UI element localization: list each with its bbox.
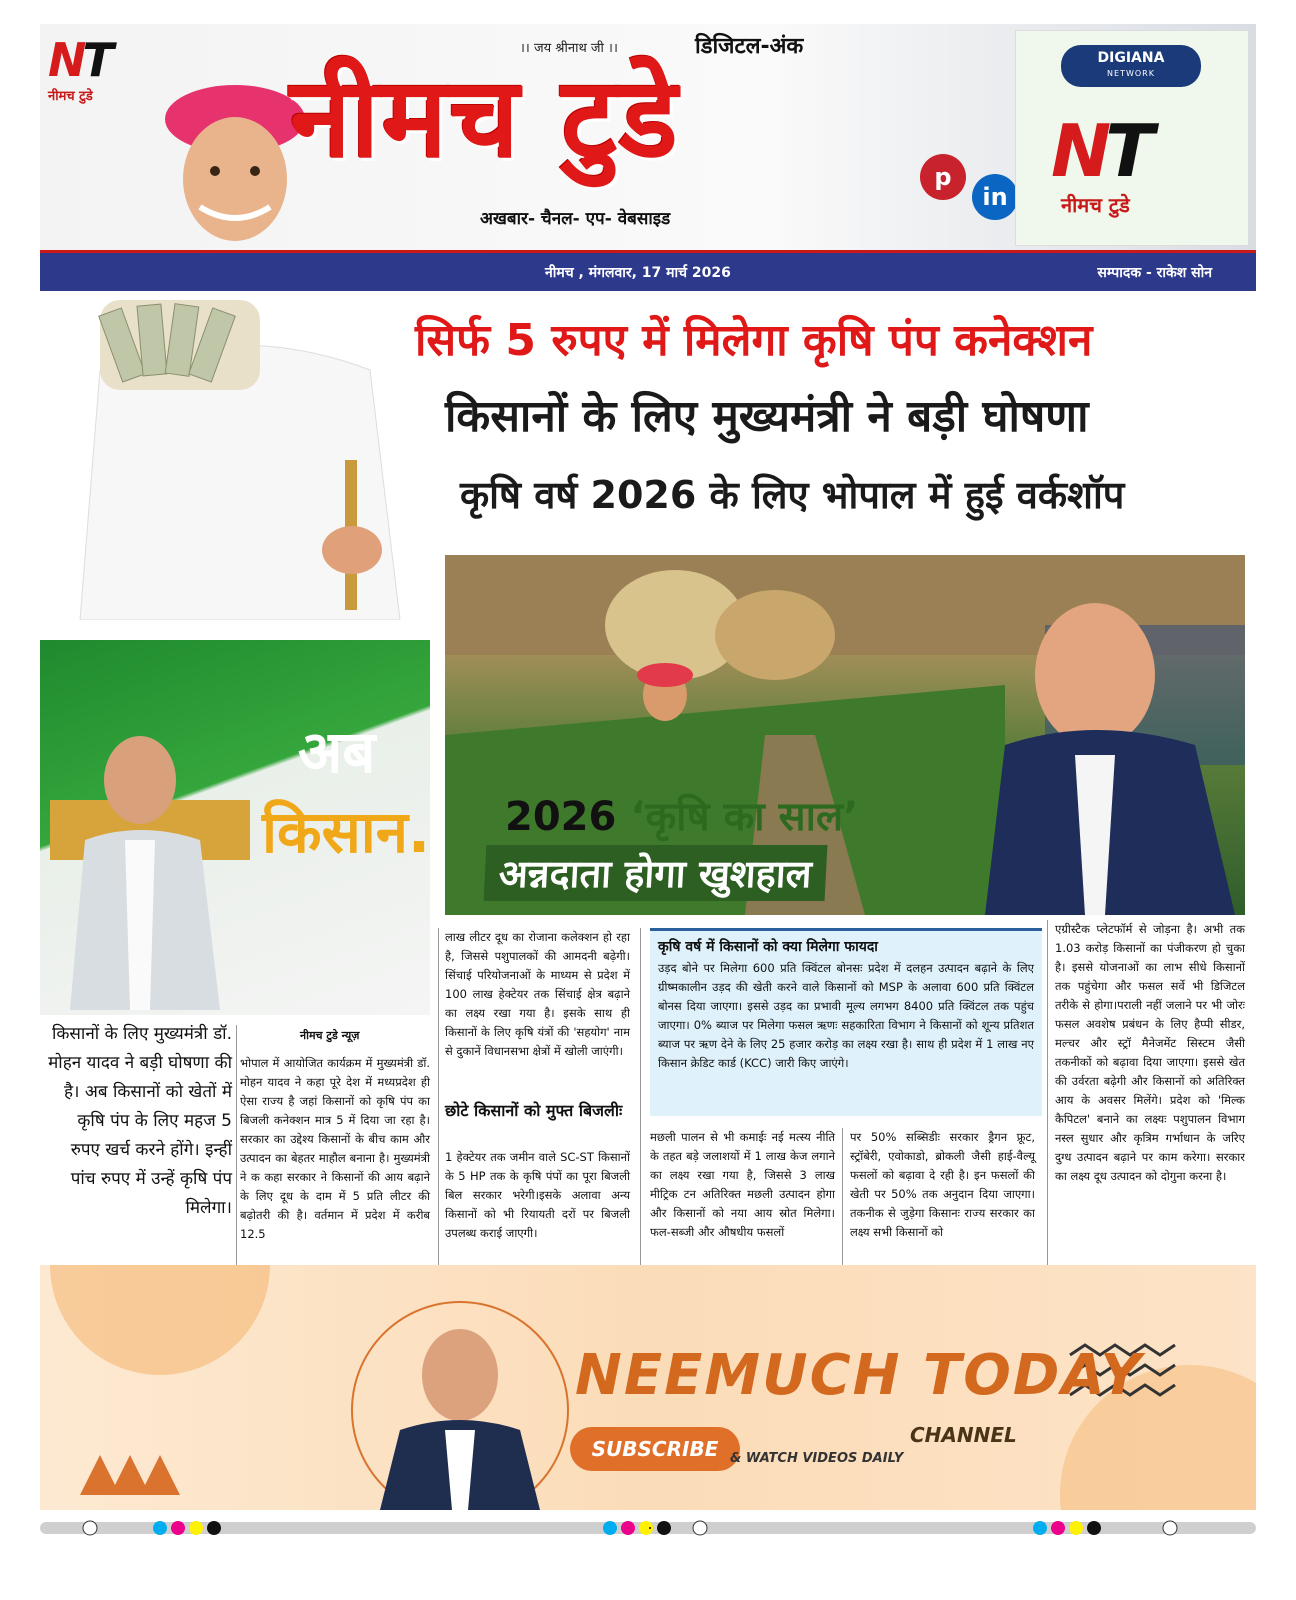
date-bar (40, 250, 1256, 291)
article-byline: नीमच टुडे न्यूज़ (300, 1029, 360, 1042)
column-divider (842, 1128, 843, 1265)
digiana-network-logo[interactable] (1061, 45, 1201, 87)
ad-channel-label: CHANNEL (910, 1423, 1017, 1447)
photo-caption-line2: अन्नदाता होगा खुशहाल (484, 845, 828, 901)
print-registration-bar (40, 1517, 1256, 1539)
photo-caption-quote: ‘कृषि का साल’ (630, 794, 859, 840)
benefits-box (650, 928, 1042, 1116)
column-divider (236, 1025, 237, 1265)
edition-label: डिजिटल-अंक (695, 34, 804, 59)
main-news-photo (445, 555, 1245, 915)
brand-logo-large[interactable]: NT नीमच टुडे (1051, 111, 1221, 218)
pinterest-icon[interactable]: p (920, 154, 966, 200)
article-summary: किसानों के लिए मुख्यमंत्री डॉ. मोहन यादव ने बड़ी घोषणा की है। अब किसानों को खेतों में कृषि पंप के लिए महज 5 रुपए खर्च करने होंगे। इन्हीं पांच रुपए में उन्हें कृषि पंप मिलेगा। (48, 1024, 232, 1218)
article-column-2b: 1 हेक्टेयर तक जमीन वाले SC-ST किसानों के 5 HP तक के कृषि पंपों का पूरा बिजली बिल सरकार भरेगी।इसके अलावा अन्य किसानों को भी रियायती दरों पर बिजली उपलब्ध कराई जाएगी। (445, 1150, 630, 1240)
brand-logo-large-text: नीमच टुडे (1061, 193, 1130, 217)
article-column-3: मछली पालन से भी कमाईः नई मत्स्य नीति के तहत बड़े जलाशयों में 1 लाख केज लगाने का लक्ष्य रखा गया है, जिससे 3 लाख मीट्रिक टन अतिरिक्त मछली उत्पादन होगा और किसानों को नया आय स्रोत मिलेगा। फल-सब्जी और औषधीय फसलों (650, 1130, 835, 1239)
ad-watch-text: & WATCH VIDEOS DAILY (730, 1451, 904, 1466)
digiana-bottom: NETWORK (1107, 69, 1155, 78)
article-column-5: एग्रीस्टैक प्लेटफॉर्म से जोड़ना है। अभी तक 1.03 करोड़ किसानों का पंजीकरण हो चुका है। इससे योजनाओं का लाभ सीधे किसानों तक पहुंचेगा और फसल सर्वे भी डिजिटल तरीके से होगा।पराली नहीं जलाने पर भी जोरः फसल अवशेष प्रबंधन के लिए हैप्पी सीडर, मल्चर और स्ट्रॉ मैनेजमेंट सिस्टम जैसी तकनीकों को बढ़ावा दिया जाएगा। इससे खेत की उर्वरता बढ़ेगी और किसानों को अतिरिक्त आय के अवसर मिलेंगे। प्रदेश को 'मिल्क कैपिटल' बनाने का लक्ष्यः पशुपालन विभाग नस्ल सुधार और कृत्रिम गर्भाधान के जरिए दुग्ध उत्पादन बढ़ाने पर काम करेगा। सरकार का लक्ष्य दूध उत्पादन को दोगुना करना है। (1055, 922, 1245, 1183)
linkedin-icon[interactable]: in (972, 174, 1018, 220)
subhead-free-electricity: छोटे किसानों को मुफ्त बिजलीः (445, 1101, 623, 1120)
promo-image (40, 640, 430, 1015)
column-divider (438, 928, 439, 1265)
promo-text-ab: अब (298, 718, 376, 786)
masthead-tagline: अखबार- चैनल- एप- वेबसाइड (480, 209, 671, 229)
photo-caption-line1 (505, 787, 858, 842)
chief-minister-portrait (50, 710, 250, 1010)
headline-secondary: किसानों के लिए मुख्यमंत्री ने बड़ी घोषणा (445, 391, 1089, 442)
masthead-blessing: ।। जय श्रीनाथ जी ।। (520, 41, 618, 56)
column-divider (1047, 920, 1048, 1265)
ad-title: NEEMUCH TODAY (575, 1343, 1143, 1408)
digiana-top: DIGIANA (1097, 50, 1165, 66)
network-badge (1015, 30, 1249, 246)
benefits-box-heading: कृषि वर्ष में किसानों को क्या मिलेगा फायदा (658, 939, 878, 955)
benefits-box-text: उड़द बोने पर मिलेगा 600 प्रति क्विंटल बोनसः प्रदेश में दलहन उत्पादन बढ़ाने के लिए ग्रीष्मकालीन उड़द की खेती करने वाले किसानों को MSP के अलावा 600 प्रति क्विंटल बोनस दिया जाएगा। इससे उड़द का प्रभावी मूल्य लगभग 8400 प्रति क्विंटल तक पहुंच जाएगा। 0% ब्याज पर मिलेगा फसल ऋणः सहकारिता विभाग ने किसानों को शून्य प्रतिशत ब्याज पर ऋण देने के लिए 25 हजार करोड़ का लक्ष्य रखा है। साथ ही प्रदेश में 1 लाख नए किसान क्रेडिट कार्ड (KCC) जारी किए जाएंगे। (658, 961, 1034, 1070)
photo-caption-year: 2026 (505, 794, 617, 840)
editor-credit: सम्पादक - राकेश सोन (1097, 265, 1212, 281)
headline-tertiary: कृषि वर्ष 2026 के लिए भोपाल में हुई वर्कशॉप (460, 473, 1125, 517)
masthead (40, 24, 1256, 250)
headline-primary: सिर्फ 5 रुपए में मिलेगा कृषि पंप कनेक्शन (415, 315, 1093, 366)
article-column-4: पर 50% सब्सिडीः सरकार ड्रैगन फ्रूट, स्ट्रॉबेरी, एवोकाडो, ब्रोकली जैसी हाई-वैल्यू फसलों को बढ़ावा दे रही है। इन फसलों की खेती पर 50% तक अनुदान दिया जाएगा। तकनीक से जुड़ेगा किसानः राज्य सरकार का लक्ष्य सभी किसानों को (850, 1130, 1035, 1239)
farmer-with-money-image (40, 290, 440, 620)
brand-logo-text: नीमच टुडे (48, 89, 93, 104)
column-divider (640, 928, 641, 1265)
brand-logo[interactable]: NT नीमच टुडे (48, 34, 158, 124)
article-column-1: भोपाल में आयोजित कार्यक्रम में मुख्यमंत्री डॉ. मोहन यादव ने कहा पूरे देश में मध्यप्रदेश ही ऐसा राज्य है जहां किसानों को कृषि पंप का बिजली कनेक्शन मात्र 5 में दिया जा रहा है। सरकार का उद्देश्य किसानों के बीच काम और उत्पादन का बेहतर माहौल बनाना है। मुख्यमंत्री ने क कहा सरकार ने किसानों की आय बढ़ाने के लिए दूध के दाम में 5 प्रति लीटर की बढ़ोतरी की है। वर्तमान में प्रदेश में करीब 12.5 (240, 1056, 430, 1241)
dateline: नीमच , मंगलवार, 17 मार्च 2026 (545, 265, 731, 281)
promo-text-kisan: किसान. (262, 798, 430, 866)
channel-advertisement[interactable] (40, 1265, 1256, 1510)
subscribe-button[interactable]: SUBSCRIBE (570, 1427, 740, 1471)
newspaper-title: नीमच टुडे (290, 54, 680, 182)
article-column-2: लाख लीटर दूध का रोजाना कलेक्शन हो रहा है, जिससे पशुपालकों की आमदनी बढ़ेगी। सिंचाई परियोजनाओं के माध्यम से प्रदेश में 100 लाख हेक्टेयर तक सिंचाई क्षेत्र बढ़ाने का लक्ष्य रखा गया है। इसके साथ ही किसानों के लिए कृषि यंत्रों की 'सहयोग' नाम से दुकानें विधानसभा क्षेत्रों में खोली जाएंगी। (445, 930, 630, 1058)
